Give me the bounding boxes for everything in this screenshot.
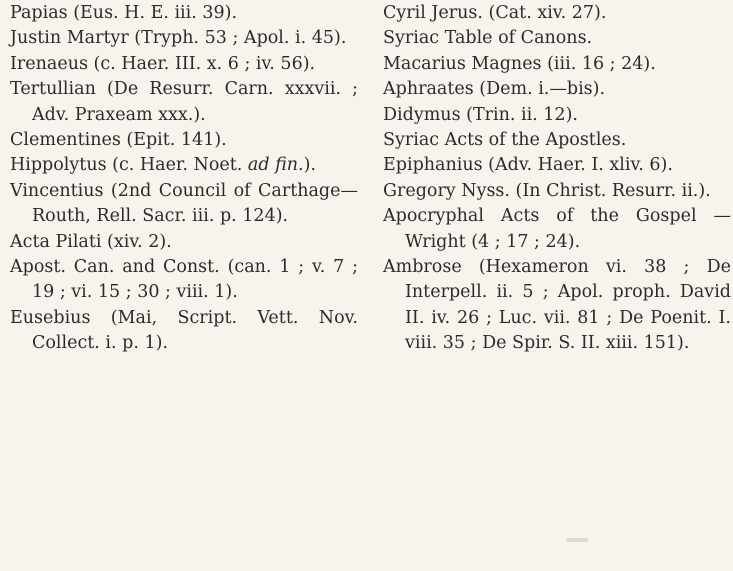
citation-italic: ad fin.	[247, 155, 304, 176]
citation-entry: Ambrose (Hexameron vi. 38 ; De Interpell. ii. 5 ; Apol. proph. David II. iv. 26 ; Luc. vii. 81 ; De Poenit. I. viii. 35 ; De Spir. S. II. xiii. 151).	[383, 257, 731, 354]
citation-entry: Cyril Jerus. (Cat. xiv. 27).	[383, 3, 607, 23]
citation-entry: Gregory Nyss. (In Christ. Resurr. ii.).	[383, 180, 711, 201]
citation-entry: Apost. Can. and Const. (can. 1 ; v. 7 ; 19 ; vi. 15 ; 30 ; viii. 1).	[10, 257, 358, 303]
citation-entry: Didymus (Trin. ii. 12).	[383, 104, 578, 125]
citation-entry: Vincentius (2nd Council of Carthage—Routh, Rell. Sacr. iii. p. 124).	[10, 180, 358, 227]
citation-entry: Acta Pilati (xiv. 2).	[10, 231, 172, 252]
paper-smudge	[566, 538, 588, 542]
citation-entry: Syriac Acts of the Apostles.	[383, 130, 627, 151]
citation-closing: ).	[303, 155, 316, 176]
right-column	[383, 1, 731, 357]
citation-entry: Apocryphal Acts of the Gospel —Wright (4 ; 17 ; 24).	[383, 206, 731, 252]
citation-entry: Eusebius (Mai, Script. Vett. Nov. Collect. i. p. 1).	[10, 307, 358, 354]
citation-entry: Tertullian (De Resurr. Carn. xxxvii. ; Adv. Praxeam xxx.).	[10, 79, 358, 125]
citation-entry: Irenaeus (c. Haer. III. x. 6 ; iv. 56).	[10, 53, 316, 74]
citation-entry: Syriac Table of Canons.	[383, 28, 593, 49]
citation-entry: Justin Martyr (Tryph. 53 ; Apol. i. 45).	[10, 28, 347, 49]
citation-entry: Aphraates (Dem. i.—bis).	[383, 79, 606, 100]
citation-entry: Clementines (Epit. 141).	[10, 130, 227, 151]
citation-entry	[10, 153, 358, 178]
citation-entry: Papias (Eus. H. E. iii. 39).	[10, 3, 238, 23]
citation-text: Hippolytus (c. Haer. Noet.	[10, 155, 243, 176]
citation-entry: Epiphanius (Adv. Haer. I. xliv. 6).	[383, 155, 673, 176]
left-column	[10, 1, 358, 357]
citation-entry: Macarius Magnes (iii. 16 ; 24).	[383, 53, 656, 74]
